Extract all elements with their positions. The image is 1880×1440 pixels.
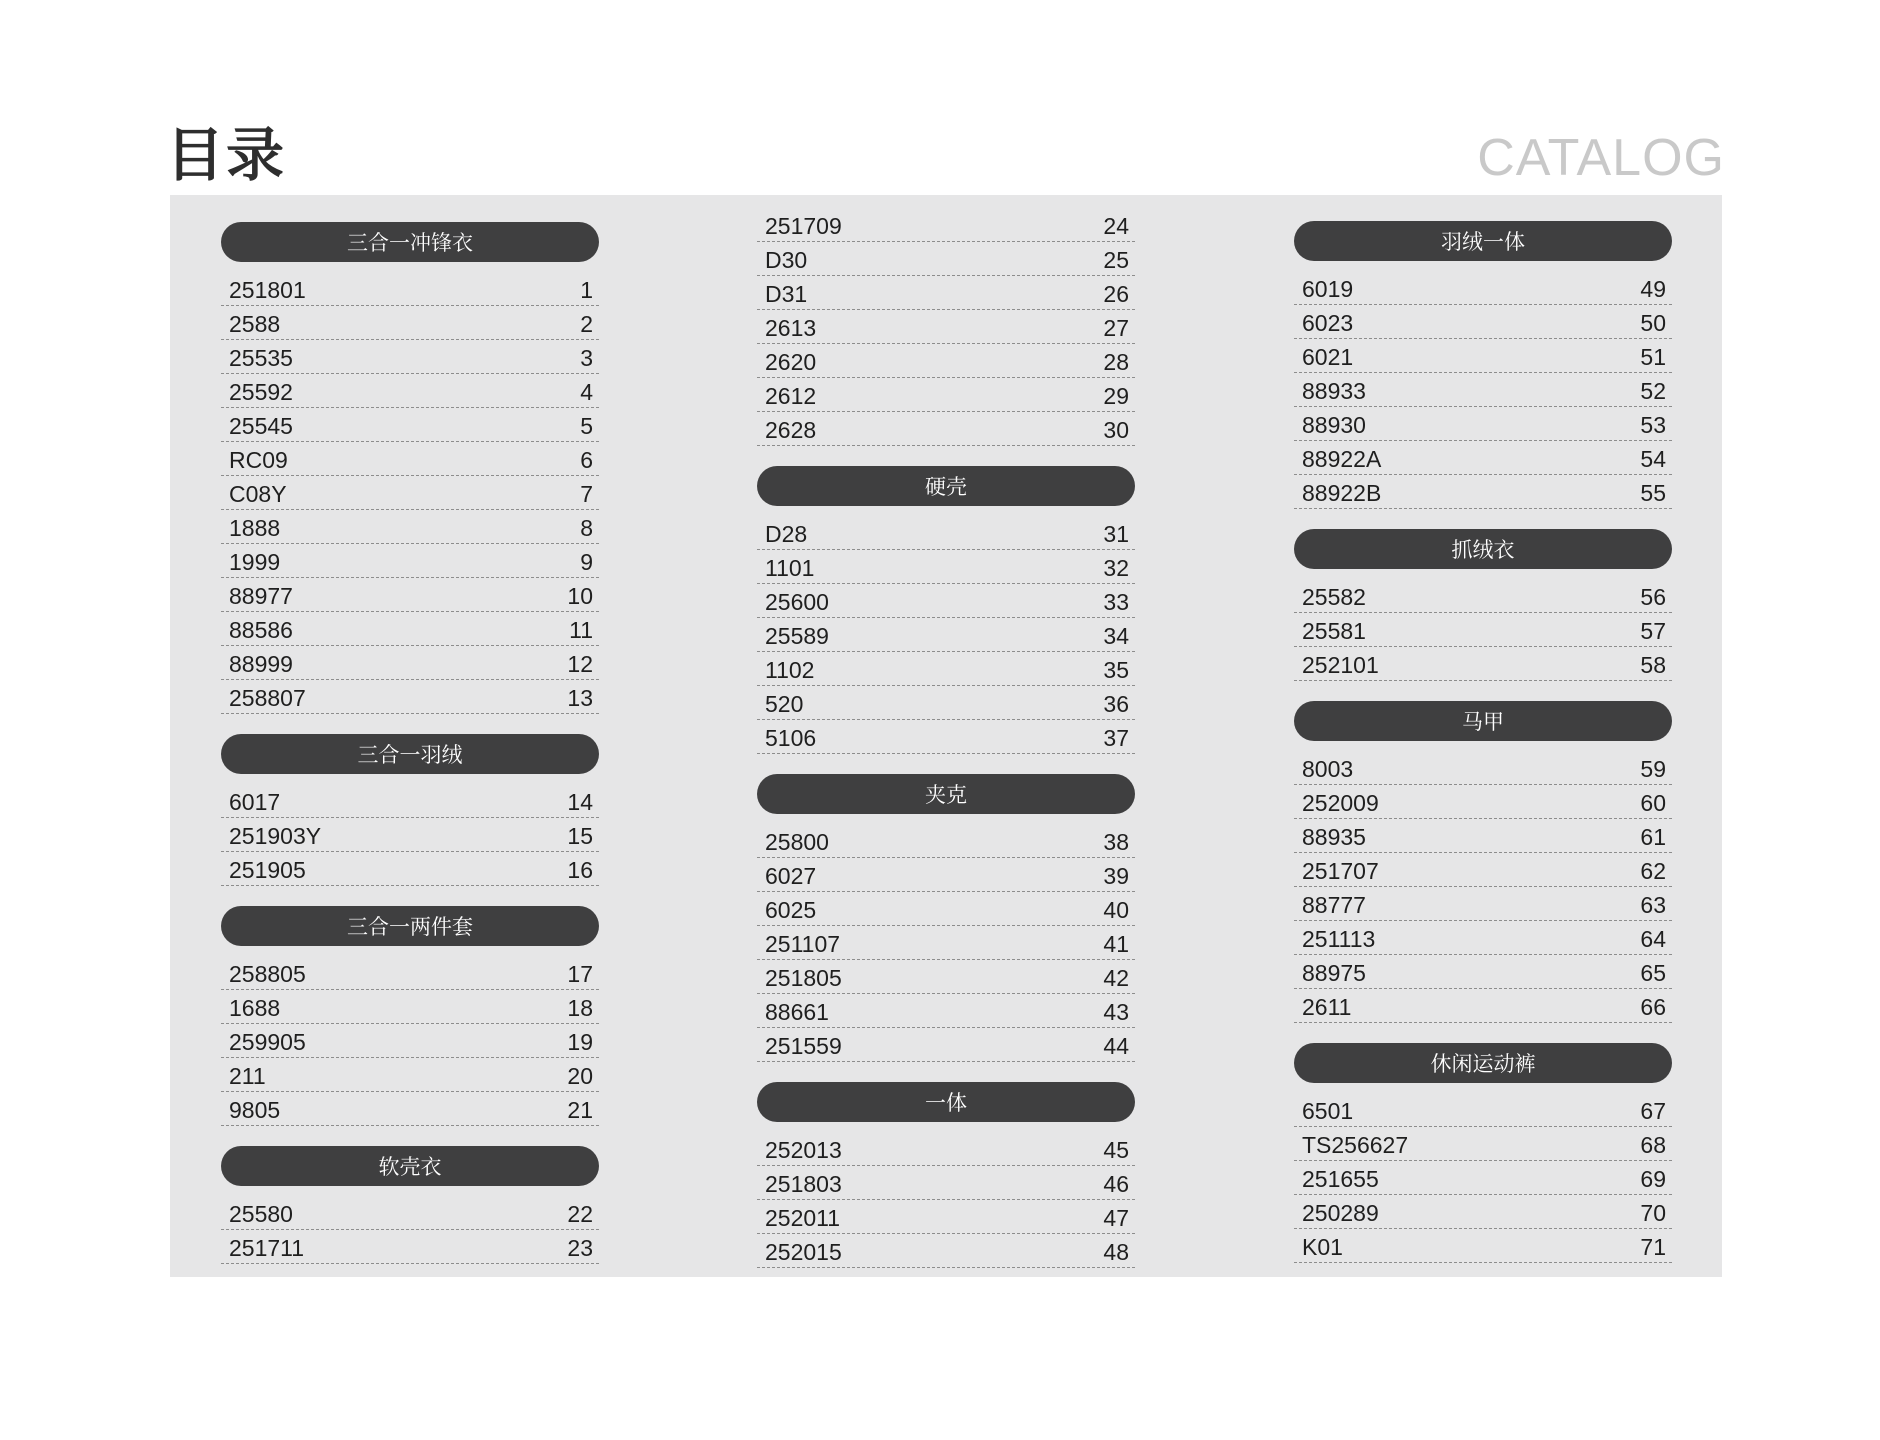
catalog-column-1 (221, 222, 599, 1264)
entry-page-number: 7 (580, 481, 593, 507)
entry-page-number: 44 (1103, 1033, 1129, 1059)
catalog-section (757, 208, 1135, 446)
entry-model-code: 252013 (765, 1137, 842, 1163)
entry-model-code: 258805 (229, 961, 306, 987)
catalog-section (221, 906, 599, 1126)
entry-model-code: 25580 (229, 1201, 293, 1227)
catalog-title-english: CATALOG (1477, 129, 1725, 187)
entry-model-code: 25600 (765, 589, 829, 615)
entry-page-number: 53 (1640, 412, 1666, 438)
catalog-section (757, 466, 1135, 754)
entry-model-code: 88977 (229, 583, 293, 609)
entry-page-number: 30 (1103, 417, 1129, 443)
entry-model-code: 252009 (1302, 790, 1379, 816)
entry-model-code: 88999 (229, 651, 293, 677)
catalog-column-2 (757, 208, 1135, 1268)
entry-model-code: 251113 (1302, 926, 1376, 952)
catalog-entry (221, 612, 599, 646)
entry-page-number: 67 (1640, 1098, 1666, 1124)
entry-page-number: 21 (567, 1097, 593, 1123)
entry-page-number: 26 (1103, 281, 1129, 307)
entry-page-number: 22 (567, 1201, 593, 1227)
entry-model-code: 6027 (765, 863, 817, 889)
catalog-section (1294, 529, 1672, 681)
catalog-entry (757, 378, 1135, 412)
entry-page-number: 42 (1103, 965, 1129, 991)
section-heading: 休闲运动裤 (1294, 1043, 1672, 1083)
catalog-title-chinese: 目录 (166, 121, 287, 189)
catalog-section (221, 1146, 599, 1264)
entry-model-code: D31 (765, 281, 808, 307)
entry-page-number: 52 (1640, 378, 1666, 404)
catalog-entry (757, 652, 1135, 686)
catalog-entry (221, 818, 599, 852)
catalog-section (1294, 221, 1672, 509)
catalog-entry (1294, 751, 1672, 785)
catalog-entry (1294, 853, 1672, 887)
entry-page-number: 6 (580, 447, 593, 473)
catalog-entry (1294, 1229, 1672, 1263)
catalog-entry (221, 990, 599, 1024)
entry-model-code: 9805 (229, 1097, 281, 1123)
entry-page-number: 62 (1640, 858, 1666, 884)
entry-page-number: 16 (567, 857, 593, 883)
section-heading: 羽绒一体 (1294, 221, 1672, 261)
entry-model-code: 25589 (765, 623, 829, 649)
catalog-entry (1294, 955, 1672, 989)
entry-model-code: 6021 (1302, 344, 1354, 370)
entry-page-number: 17 (567, 961, 593, 987)
catalog-entry (757, 310, 1135, 344)
entry-page-number: 19 (567, 1029, 593, 1055)
catalog-entry (757, 550, 1135, 584)
catalog-entry (1294, 989, 1672, 1023)
entry-page-number: 66 (1640, 994, 1666, 1020)
entry-model-code: 6025 (765, 897, 817, 923)
catalog-entry (221, 544, 599, 578)
entry-page-number: 27 (1103, 315, 1129, 341)
catalog-entry (221, 442, 599, 476)
catalog-entry (221, 272, 599, 306)
catalog-section (757, 1082, 1135, 1268)
catalog-entry (221, 852, 599, 886)
catalog-entry (757, 1166, 1135, 1200)
section-heading: 硬壳 (757, 466, 1135, 506)
entry-page-number: 35 (1103, 657, 1129, 683)
entry-page-number: 39 (1103, 863, 1129, 889)
catalog-entry (757, 858, 1135, 892)
catalog-entry (1294, 647, 1672, 681)
entry-model-code: 251707 (1302, 858, 1379, 884)
catalog-entry (757, 242, 1135, 276)
entry-model-code: 1888 (229, 515, 281, 541)
entry-model-code: 88935 (1302, 824, 1366, 850)
entry-page-number: 63 (1640, 892, 1666, 918)
catalog-entry (757, 686, 1135, 720)
catalog-entry (221, 510, 599, 544)
entry-page-number: 45 (1103, 1137, 1129, 1163)
catalog-entry (757, 344, 1135, 378)
catalog-entry (1294, 1127, 1672, 1161)
entry-model-code: 1102 (765, 657, 815, 683)
catalog-entry (1294, 475, 1672, 509)
entry-model-code: 2611 (1302, 994, 1352, 1020)
entry-page-number: 25 (1103, 247, 1129, 273)
entry-page-number: 14 (567, 789, 593, 815)
entry-page-number: 38 (1103, 829, 1129, 855)
entry-page-number: 4 (580, 379, 593, 405)
entry-model-code: 250289 (1302, 1200, 1379, 1226)
entry-model-code: 88922B (1302, 480, 1382, 506)
entry-page-number: 51 (1640, 344, 1666, 370)
entry-model-code: 252101 (1302, 652, 1379, 678)
entry-model-code: 88777 (1302, 892, 1366, 918)
section-heading: 三合一两件套 (221, 906, 599, 946)
catalog-entry (221, 408, 599, 442)
entry-model-code: 251801 (229, 277, 306, 303)
catalog-entry (1294, 921, 1672, 955)
entry-model-code: 251107 (765, 931, 841, 957)
catalog-entry (757, 720, 1135, 754)
entry-model-code: 1101 (765, 555, 815, 581)
catalog-entry (1294, 1195, 1672, 1229)
entry-page-number: 2 (580, 311, 593, 337)
entry-model-code: 258807 (229, 685, 306, 711)
entry-page-number: 1 (580, 277, 593, 303)
entry-model-code: 252011 (765, 1205, 841, 1231)
entry-page-number: 15 (567, 823, 593, 849)
catalog-section (757, 774, 1135, 1062)
entry-model-code: 2588 (229, 311, 281, 337)
catalog-entry (757, 412, 1135, 446)
entry-model-code: 251803 (765, 1171, 842, 1197)
entry-page-number: 10 (567, 583, 593, 609)
catalog-entry (221, 306, 599, 340)
catalog-section (1294, 1043, 1672, 1263)
entry-model-code: 88933 (1302, 378, 1366, 404)
entry-page-number: 12 (567, 651, 593, 677)
entry-model-code: 5106 (765, 725, 817, 751)
entry-page-number: 55 (1640, 480, 1666, 506)
entry-model-code: 88930 (1302, 412, 1366, 438)
entry-page-number: 8 (580, 515, 593, 541)
entry-model-code: 25545 (229, 413, 293, 439)
entry-page-number: 69 (1640, 1166, 1666, 1192)
entry-page-number: 64 (1640, 926, 1666, 952)
entry-model-code: 251805 (765, 965, 842, 991)
entry-model-code: 251711 (229, 1235, 305, 1261)
entry-page-number: 70 (1640, 1200, 1666, 1226)
entry-page-number: 31 (1103, 521, 1129, 547)
catalog-entry (1294, 407, 1672, 441)
entry-model-code: 25582 (1302, 584, 1366, 610)
entry-page-number: 3 (580, 345, 593, 371)
section-heading: 马甲 (1294, 701, 1672, 741)
entry-model-code: 251905 (229, 857, 306, 883)
entry-page-number: 71 (1640, 1234, 1666, 1260)
catalog-entry (221, 340, 599, 374)
entry-model-code: 6023 (1302, 310, 1354, 336)
entry-model-code: 251709 (765, 213, 842, 239)
entry-page-number: 18 (567, 995, 593, 1021)
entry-page-number: 41 (1103, 931, 1129, 957)
entry-page-number: 36 (1103, 691, 1129, 717)
entry-page-number: 49 (1640, 276, 1666, 302)
catalog-section (221, 222, 599, 714)
entry-model-code: 520 (765, 691, 804, 717)
entry-model-code: 2628 (765, 417, 817, 443)
section-heading: 夹克 (757, 774, 1135, 814)
entry-page-number: 60 (1640, 790, 1666, 816)
entry-page-number: 32 (1103, 555, 1129, 581)
catalog-entry (221, 1024, 599, 1058)
entry-model-code: 1688 (229, 995, 281, 1021)
catalog-entry (757, 618, 1135, 652)
entry-model-code: 88586 (229, 617, 293, 643)
entry-model-code: 88975 (1302, 960, 1366, 986)
entry-model-code: 25535 (229, 345, 293, 371)
entry-page-number: 37 (1103, 725, 1129, 751)
entry-model-code: 2620 (765, 349, 817, 375)
section-heading: 三合一冲锋衣 (221, 222, 599, 262)
catalog-entry (757, 208, 1135, 242)
entry-page-number: 20 (567, 1063, 593, 1089)
catalog-entry (757, 584, 1135, 618)
entry-page-number: 13 (567, 685, 593, 711)
entry-page-number: 11 (569, 617, 593, 643)
section-heading: 一体 (757, 1082, 1135, 1122)
entry-page-number: 68 (1640, 1132, 1666, 1158)
entry-page-number: 65 (1640, 960, 1666, 986)
catalog-entry (221, 578, 599, 612)
entry-page-number: 34 (1103, 623, 1129, 649)
entry-model-code: 2613 (765, 315, 817, 341)
catalog-entry (1294, 887, 1672, 921)
entry-model-code: 251559 (765, 1033, 842, 1059)
entry-model-code: D28 (765, 521, 808, 547)
entry-model-code: 6019 (1302, 276, 1354, 302)
entry-page-number: 47 (1103, 1205, 1129, 1231)
catalog-entry (757, 1200, 1135, 1234)
catalog-entry (221, 374, 599, 408)
catalog-entry (1294, 373, 1672, 407)
catalog-entry (757, 1234, 1135, 1268)
catalog-entry (221, 1230, 599, 1264)
entry-page-number: 61 (1640, 824, 1666, 850)
entry-model-code: 6501 (1302, 1098, 1354, 1124)
catalog-entry (757, 1132, 1135, 1166)
catalog-column-3 (1294, 221, 1672, 1263)
catalog-entry (757, 516, 1135, 550)
entry-page-number: 57 (1640, 618, 1666, 644)
catalog-entry (221, 1196, 599, 1230)
entry-page-number: 59 (1640, 756, 1666, 782)
entry-page-number: 40 (1103, 897, 1129, 923)
entry-page-number: 50 (1640, 310, 1666, 336)
catalog-entry (221, 1058, 599, 1092)
section-heading: 三合一羽绒 (221, 734, 599, 774)
entry-page-number: 28 (1103, 349, 1129, 375)
entry-page-number: 46 (1103, 1171, 1129, 1197)
catalog-entry (757, 960, 1135, 994)
entry-page-number: 48 (1103, 1239, 1129, 1265)
catalog-entry (221, 680, 599, 714)
entry-page-number: 29 (1103, 383, 1129, 409)
entry-model-code: 2612 (765, 383, 817, 409)
section-heading: 抓绒衣 (1294, 529, 1672, 569)
entry-model-code: RC09 (229, 447, 288, 473)
catalog-entry (1294, 339, 1672, 373)
entry-page-number: 43 (1103, 999, 1129, 1025)
entry-page-number: 24 (1103, 213, 1129, 239)
entry-model-code: 251903Y (229, 823, 322, 849)
entry-model-code: 25592 (229, 379, 293, 405)
entry-page-number: 58 (1640, 652, 1666, 678)
catalog-entry (1294, 579, 1672, 613)
entry-model-code: 6017 (229, 789, 281, 815)
catalog-entry (1294, 305, 1672, 339)
catalog-entry (757, 926, 1135, 960)
catalog-entry (1294, 1161, 1672, 1195)
catalog-entry (1294, 1093, 1672, 1127)
catalog-entry (1294, 785, 1672, 819)
entry-model-code: 25581 (1302, 618, 1366, 644)
catalog-entry (757, 892, 1135, 926)
entry-model-code: 8003 (1302, 756, 1354, 782)
catalog-entry (221, 956, 599, 990)
catalog-entry (1294, 271, 1672, 305)
catalog-entry (1294, 441, 1672, 475)
catalog-entry (757, 824, 1135, 858)
catalog-entry (221, 646, 599, 680)
section-heading: 软壳衣 (221, 1146, 599, 1186)
entry-page-number: 23 (567, 1235, 593, 1261)
entry-model-code: 252015 (765, 1239, 842, 1265)
catalog-entry (757, 1028, 1135, 1062)
entry-model-code: D30 (765, 247, 808, 273)
entry-model-code: C08Y (229, 481, 287, 507)
catalog-section (221, 734, 599, 886)
entry-page-number: 5 (580, 413, 593, 439)
catalog-section (1294, 701, 1672, 1023)
entry-page-number: 56 (1640, 584, 1666, 610)
entry-model-code: 1999 (229, 549, 281, 575)
catalog-entry (757, 994, 1135, 1028)
catalog-entry (757, 276, 1135, 310)
catalog-entry (221, 784, 599, 818)
entry-model-code: 211 (229, 1063, 266, 1089)
catalog-entry (1294, 613, 1672, 647)
entry-model-code: 88922A (1302, 446, 1382, 472)
entry-model-code: 251655 (1302, 1166, 1379, 1192)
entry-model-code: 259905 (229, 1029, 306, 1055)
entry-model-code: K01 (1302, 1234, 1343, 1260)
entry-page-number: 54 (1640, 446, 1666, 472)
entry-page-number: 33 (1103, 589, 1129, 615)
catalog-entry (1294, 819, 1672, 853)
entry-model-code: 25800 (765, 829, 829, 855)
catalog-entry (221, 1092, 599, 1126)
catalog-entry (221, 476, 599, 510)
entry-model-code: TS256627 (1302, 1132, 1409, 1158)
entry-page-number: 9 (580, 549, 593, 575)
entry-model-code: 88661 (765, 999, 829, 1025)
